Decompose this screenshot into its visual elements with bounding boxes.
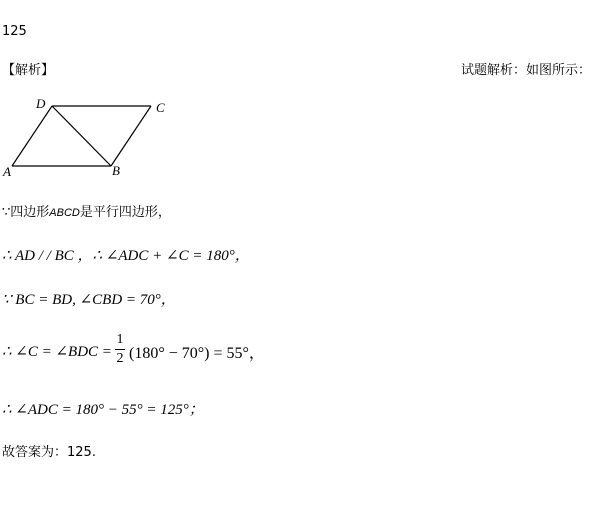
solution-line-5: ∴ ∠ADC = 180° − 55° = 125°； [2, 402, 204, 418]
conclusion-label: 故答案为： [2, 445, 68, 460]
solution-line-1 [2, 201, 171, 220]
text-is-parallelogram: 是平行四边形， [79, 205, 171, 220]
solution-line-4-lhs: ∴ ∠C = ∠BDC = [2, 344, 112, 360]
side-ad [12, 106, 52, 166]
section-label: 【解析】 [2, 63, 55, 78]
because-symbol: ∵ [2, 205, 11, 220]
solution-line-3: ∵ BC = BD, ∠CBD = 70°， [2, 292, 176, 308]
fraction-denominator: 2 [116, 351, 124, 366]
fraction-bar [115, 349, 125, 350]
fraction-numerator: 1 [116, 332, 124, 347]
quad-name: ABCD [49, 207, 80, 219]
solution-line-2: ∴ AD / / BC ，∴ ∠ADC + ∠C = 180°， [2, 248, 250, 264]
vertex-b-label: B [112, 163, 120, 178]
answer-text: 125 [2, 24, 27, 39]
conclusion-value: 125. [67, 445, 96, 460]
vertex-d-label: D [36, 96, 46, 111]
solution-line-4-rhs: (180° − 70°) = 55°， [129, 345, 265, 362]
side-cb [111, 106, 151, 166]
intro-text: 试题解析：如图所示： [461, 63, 592, 78]
conclusion-line [2, 441, 96, 460]
diagonal-db [52, 106, 111, 166]
text-quadrilateral: 四边形 [10, 205, 50, 220]
vertex-a-label: A [3, 164, 11, 179]
vertex-c-label: C [156, 100, 165, 115]
parallelogram-figure [0, 92, 180, 184]
fraction-one-half [115, 332, 125, 367]
